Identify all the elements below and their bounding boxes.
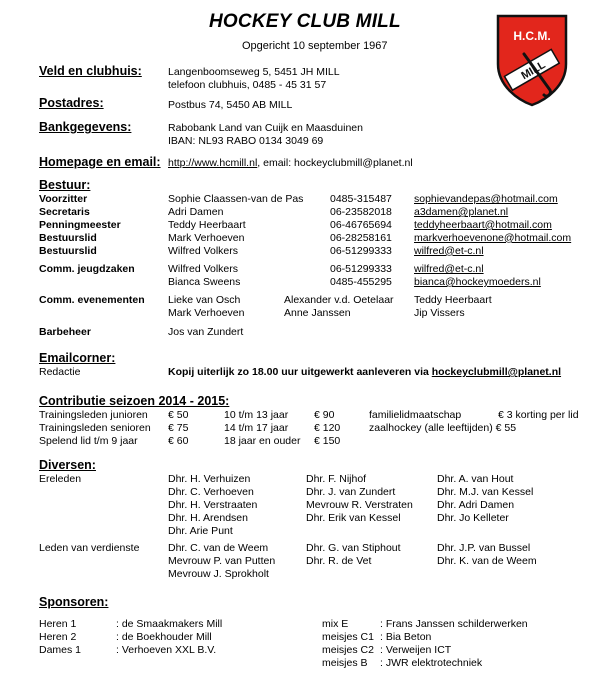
contributie-extra: zaalhockey (alle leeftijden) € 55 xyxy=(369,421,517,434)
sponsor-name: : Bia Beton xyxy=(380,630,432,643)
bestuur-role: Bestuurslid xyxy=(39,244,97,257)
sponsor-team: Dames 1 xyxy=(39,643,82,656)
homepage-sep: , email: xyxy=(257,157,295,169)
bestuur-heading: Bestuur: xyxy=(39,178,91,192)
postadres-value: Postbus 74, 5450 AB MILL xyxy=(168,99,293,111)
postadres-heading: Postadres: xyxy=(39,96,104,110)
bestuur-email[interactable]: teddyheerbaart@hotmail.com xyxy=(414,218,552,231)
verdienste-lid: Dhr. J.P. van Bussel xyxy=(437,542,531,554)
contributie-extra: familielidmaatschap xyxy=(369,409,462,421)
verdienste-lid: Dhr. C. van de Weem xyxy=(168,542,269,554)
homepage-link[interactable]: http://www.hcmill.nl xyxy=(168,157,258,169)
contributie-heading: Contributie seizoen 2014 - 2015: xyxy=(39,394,230,408)
verdienste-col3 xyxy=(437,542,537,568)
sponsor-team: Heren 2 xyxy=(39,630,77,643)
emailcorner-text xyxy=(168,366,561,379)
bestuur-email[interactable]: a3damen@planet.nl xyxy=(414,205,509,218)
jeugd-phones xyxy=(330,263,392,289)
bestuur-phone: 06-51299333 xyxy=(330,244,392,257)
sponsor-name: : de Boekhouder Mill xyxy=(116,630,212,643)
emailcorner-email[interactable]: hockeyclubmill@planet.nl xyxy=(431,366,562,378)
club-logo xyxy=(494,12,570,108)
jeugd-role: Comm. jeugdzaken xyxy=(39,263,135,275)
barbeheer-name: Jos van Zundert xyxy=(168,326,244,338)
jeugd-name: Bianca Sweens xyxy=(168,275,241,288)
bestuur-name: Mark Verhoeven xyxy=(168,231,245,244)
evenementen-name: Anne Janssen xyxy=(284,307,351,319)
erelid: Dhr. F. Nijhof xyxy=(306,473,367,485)
jeugd-email[interactable]: bianca@hockeymoeders.nl xyxy=(414,275,541,288)
contributie-amt: € 50 xyxy=(168,409,189,421)
verdienste-lid: Dhr. K. van de Weem xyxy=(437,554,537,567)
erelid: Dhr. Arie Punt xyxy=(168,524,233,537)
jeugd-email[interactable]: wilfred@et-c.nl xyxy=(414,263,484,275)
bestuur-phone: 06-23582018 xyxy=(330,205,392,218)
contributie-cats xyxy=(39,409,151,448)
ereleden-label: Ereleden xyxy=(39,473,82,485)
sponsoren-right-names xyxy=(380,618,528,670)
founded-date: Opgericht 10 september 1967 xyxy=(242,40,388,52)
evenementen-name: Mark Verhoeven xyxy=(168,307,245,319)
contributie-cat: Trainingsleden junioren xyxy=(39,409,148,421)
ereleden-col2 xyxy=(306,473,413,525)
verdienste-label: Leden van verdienste xyxy=(39,542,140,554)
veld-heading: Veld en clubhuis: xyxy=(39,64,142,78)
bestuur-role: Bestuurslid xyxy=(39,231,97,244)
jeugd-phone: 06-51299333 xyxy=(330,263,392,275)
verdienste-col1 xyxy=(168,542,275,581)
evenementen-name: Teddy Heerbaart xyxy=(414,294,492,306)
verdienste-lid: Dhr. R. de Vet xyxy=(306,554,372,567)
logo-top-text: H.C.M. xyxy=(513,29,551,43)
sponsor-team: Heren 1 xyxy=(39,618,77,630)
erelid: Dhr. J. van Zundert xyxy=(306,485,396,498)
contributie-amt: € 60 xyxy=(168,434,189,447)
homepage-email[interactable]: hockeyclubmill@planet.nl xyxy=(294,157,413,169)
sponsor-team: meisjes B xyxy=(322,656,368,669)
bestuur-role: Voorzitter xyxy=(39,193,88,205)
bestuur-role: Secretaris xyxy=(39,205,90,218)
diversen-heading: Diversen: xyxy=(39,458,96,472)
contributie-extra2: € 3 korting per lid xyxy=(498,409,579,421)
verdienste-lid: Mevrouw P. van Putten xyxy=(168,554,276,567)
contributie-ages xyxy=(224,409,300,448)
erelid: Dhr. C. Verhoeven xyxy=(168,485,254,498)
erelid: Dhr. A. van Hout xyxy=(437,473,514,485)
erelid: Dhr. H. Verstraaten xyxy=(168,498,258,511)
bestuur-role: Penningmeester xyxy=(39,218,121,231)
homepage-heading: Homepage en email: xyxy=(39,155,161,169)
bestuur-email[interactable]: sophievandepas@hotmail.com xyxy=(414,193,558,205)
bestuur-name: Adri Damen xyxy=(168,205,224,218)
erelid: Dhr. H. Verhuizen xyxy=(168,473,251,485)
emailcorner-role: Redactie xyxy=(39,366,81,378)
bestuur-phone: 06-46765694 xyxy=(330,218,392,231)
contributie-amts2 xyxy=(314,409,340,448)
contributie-age: 10 t/m 13 jaar xyxy=(224,409,289,421)
jeugd-emails xyxy=(414,263,541,289)
sponsoren-left-names xyxy=(116,618,222,657)
bestuur-name: Teddy Heerbaart xyxy=(168,218,246,231)
evenementen-name: Lieke van Osch xyxy=(168,294,241,306)
sponsoren-right-teams xyxy=(322,618,374,670)
sponsor-name: : Verhoeven XXL B.V. xyxy=(116,643,217,656)
sponsor-name: : Verweijen ICT xyxy=(380,643,452,656)
sponsor-team: meisjes C1 xyxy=(322,630,374,643)
evenementen-role: Comm. evenementen xyxy=(39,294,145,306)
contributie-extras xyxy=(369,409,516,435)
bank-heading: Bankgegevens: xyxy=(39,120,132,134)
bestuur-email[interactable]: markverhoevenone@hotmail.com xyxy=(414,231,572,244)
erelid: Dhr. Jo Kelleter xyxy=(437,511,509,524)
emailcorner-heading: Emailcorner: xyxy=(39,351,116,365)
sponsor-name: : Frans Janssen schilderwerken xyxy=(380,618,528,630)
erelid: Dhr. M.J. van Kessel xyxy=(437,485,534,498)
bestuur-name: Sophie Claassen-van de Pas xyxy=(168,193,304,205)
sponsor-name: : JWR elektrotechniek xyxy=(380,656,483,669)
sponsor-team: mix E xyxy=(322,618,349,630)
contributie-age: 18 jaar en ouder xyxy=(224,434,301,447)
verdienste-lid: Mevrouw J. Sprokholt xyxy=(168,567,269,580)
contributie-amt2: € 120 xyxy=(314,421,341,434)
contributie-amt2: € 90 xyxy=(314,409,335,421)
bank-name: Rabobank Land van Cuijk en Maasduinen xyxy=(168,122,363,134)
bestuur-name: Wilfred Volkers xyxy=(168,244,239,257)
veld-address: Langenboomseweg 5, 5451 JH MILL xyxy=(168,66,340,78)
evenementen-name: Jip Vissers xyxy=(414,307,465,319)
jeugd-name: Wilfred Volkers xyxy=(168,263,239,275)
barbeheer-role: Barbeheer xyxy=(39,326,91,338)
verdienste-lid: Dhr. G. van Stiphout xyxy=(306,542,401,554)
ereleden-col3 xyxy=(437,473,533,525)
bestuur-email[interactable]: wilfred@et-c.nl xyxy=(414,244,484,257)
erelid: Dhr. Erik van Kessel xyxy=(306,511,401,524)
bestuur-phones xyxy=(330,193,392,258)
contributie-age: 14 t/m 17 jaar xyxy=(224,421,289,434)
contributie-amt2: € 150 xyxy=(314,434,341,447)
ereleden-col1 xyxy=(168,473,257,538)
erelid: Mevrouw R. Verstraten xyxy=(306,498,413,511)
bestuur-phone: 0485-315487 xyxy=(330,193,392,205)
contributie-cat: Spelend lid t/m 9 jaar xyxy=(39,434,138,447)
sponsoren-heading: Sponsoren: xyxy=(39,595,109,609)
bank-iban: IBAN: NL93 RABO 0134 3049 69 xyxy=(168,135,324,147)
homepage-line xyxy=(168,157,413,170)
verdienste-col2 xyxy=(306,542,401,568)
sponsor-team: meisjes C2 xyxy=(322,643,374,656)
bestuur-emails xyxy=(414,193,571,258)
contributie-cat: Trainingsleden senioren xyxy=(39,421,151,434)
sponsor-name: : de Smaakmakers Mill xyxy=(116,618,223,630)
jeugd-names xyxy=(168,263,240,289)
bestuur-roles xyxy=(39,193,121,258)
evenementen-name: Alexander v.d. Oetelaar xyxy=(284,294,394,306)
emailcorner-instruction: Kopij uiterlijk zo 18.00 uur uitgewerkt aanleveren via xyxy=(168,366,432,378)
logo-banner-text: MILL xyxy=(519,58,548,83)
contributie-amts xyxy=(168,409,188,448)
sponsoren-left-teams xyxy=(39,618,81,657)
jeugd-phone: 0485-455295 xyxy=(330,275,392,288)
veld-phone: telefoon clubhuis, 0485 - 45 31 57 xyxy=(168,79,327,91)
page-title: HOCKEY CLUB MILL xyxy=(209,11,401,32)
bestuur-phone: 06-28258161 xyxy=(330,231,392,244)
contributie-amt: € 75 xyxy=(168,421,189,434)
erelid: Dhr. H. Arendsen xyxy=(168,511,248,524)
erelid: Dhr. Adri Damen xyxy=(437,498,515,511)
bestuur-names xyxy=(168,193,303,258)
